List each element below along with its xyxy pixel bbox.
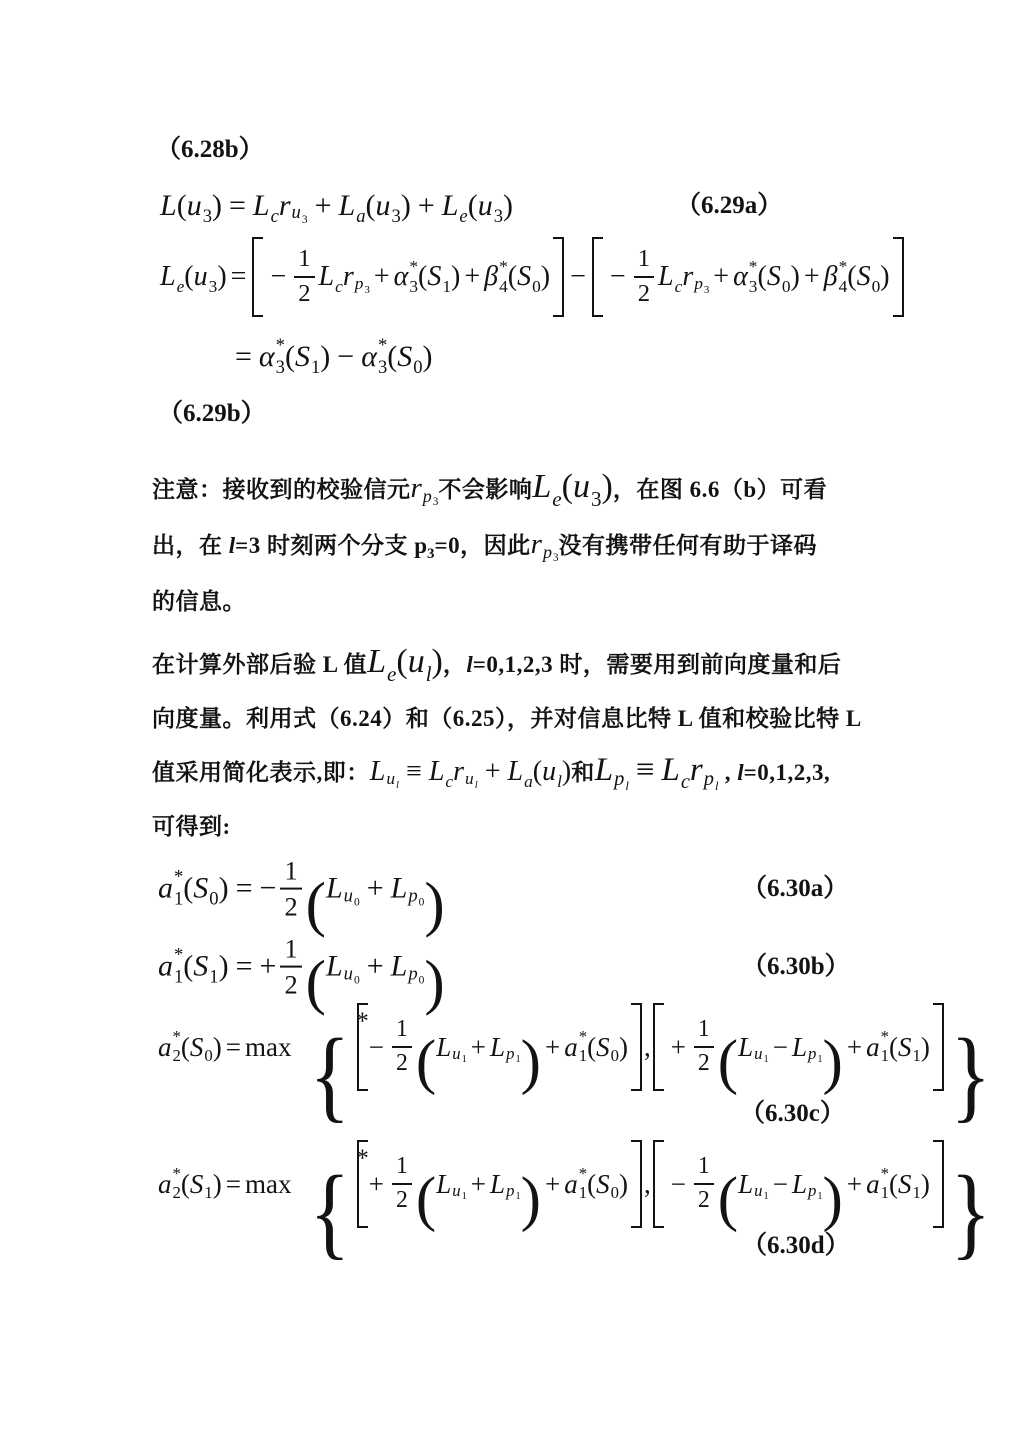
equation-6-29b-line1: L e ( u 3 ) = − $\frac{1}{2}$ L c r p 3 + α * 3 ( S 1 ) + β * 4 ( S 0 ) − − $\frac{1}{2}$ L c r p 3 + α * 3 ( S 0 ) + β * 4 ( S 0 )	[160, 237, 906, 317]
equation-6-29b-line2: = α * 3 ( S 1 ) − α * 3 ( S 0 )	[235, 334, 433, 378]
equation-6-30b: a * 1 ( S 1 ) = + $\frac{1}{2}$ ( L u 0 + L p 0 )	[158, 933, 445, 1017]
equation-6-30d: a * 2 ( S 1 ) = max { * + $\frac{1}{2}$ ( L u 1 + L p 1 ) + a * 1 ( S 0 ) , − $\frac{1}{2}$ ( L u 1 − L p 1 ) + a * 1 ( S 1 ) }	[158, 1140, 995, 1228]
equation-label-6-30a: （6.30a）	[742, 875, 849, 902]
equation-6-30a: a * 1 ( S 0 ) = − $\frac{1}{2}$ ( L u 0 + L p 0 )	[158, 855, 445, 939]
equation-label-6-29b: （6.29b）	[158, 400, 266, 427]
paragraph-note: 注意：接收到的校验信元 r p 3 不会影响 L e ( u 3 ) ，在图 6.6（b）可看 出，在 l=3 时刻两个分支 p3=0，因此 r p 3 没有携带任何有助于译码 的信息。	[152, 468, 828, 614]
equation-6-29a: L ( u 3 ) = L c r u 3 + L a ( u 3 ) + L e ( u 3 )	[160, 189, 513, 227]
equation-label-6-30d: （6.30d）	[742, 1232, 850, 1259]
equation-label-6-30c: （6.30c）	[740, 1100, 845, 1127]
paragraph-derivation: 在计算外部后验 L 值 L e ( u l ) ，l=0,1,2,3 时，需要用到前向度量和后 向度量。利用式（6.24）和（6.25），并对信息比特 L 值和校验比特 L 值采用简化表示,即： L u l ≡ L c r u l + L a ( u l ) 和 L p l ≡ L c r p l , l=0,1,2,3, 可得到:	[152, 643, 862, 839]
equation-label-6-29a: （6.29a）	[676, 192, 783, 219]
equation-6-30c: a * 2 ( S 0 ) = max { * − $\frac{1}{2}$ ( L u 1 + L p 1 ) + a * 1 ( S 0 ) , + $\frac{1}{2}$ ( L u 1 − L p 1 ) + a * 1 ( S 1 ) }	[158, 1003, 995, 1091]
equation-label-6-30b: （6.30b）	[742, 953, 850, 980]
equation-label-6-28b: （6.28b）	[156, 136, 264, 163]
